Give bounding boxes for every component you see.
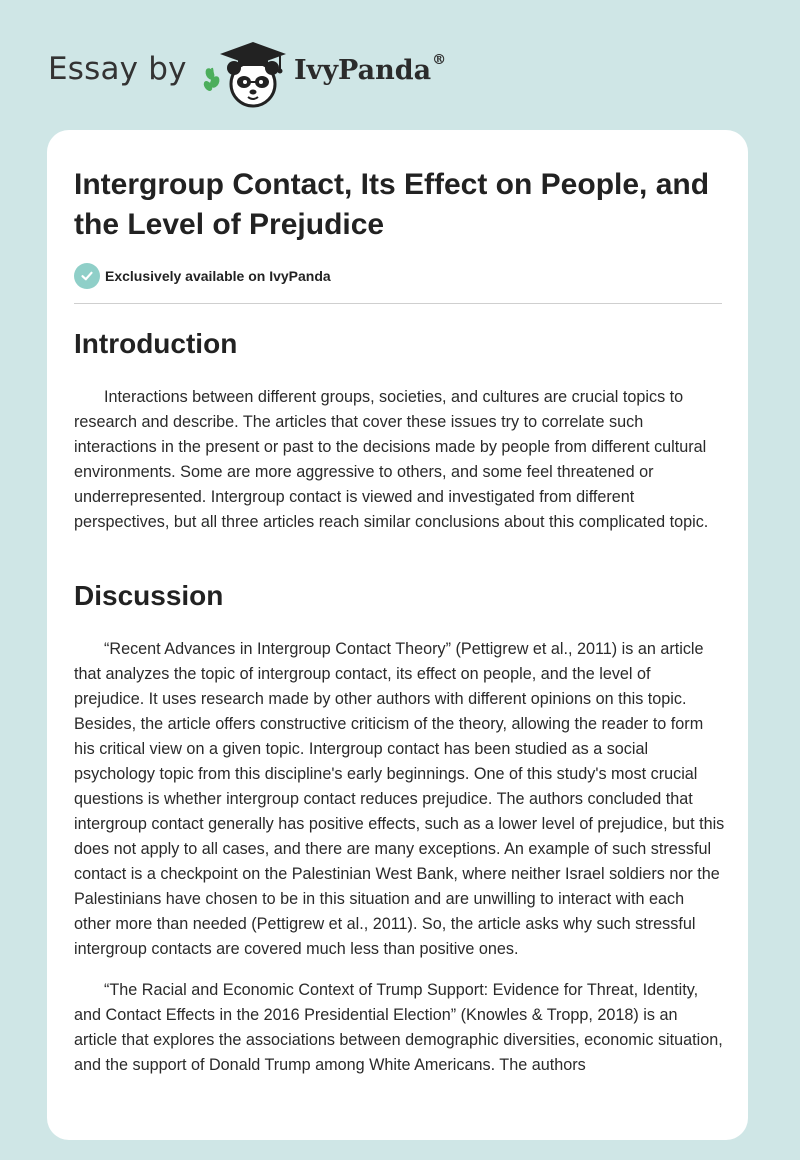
- divider: [74, 303, 722, 304]
- article-title: Intergroup Contact, Its Effect on People, and the Level of Prejudice: [74, 168, 710, 241]
- site-header: [0, 0, 800, 125]
- section-heading-discussion: Discussion: [74, 580, 224, 611]
- brand-label: IvyPanda: [294, 55, 432, 86]
- check-circle-icon: [74, 263, 100, 289]
- paragraph: “Recent Advances in Intergroup Contact Theory” (Pettigrew et al., 2011) is an article that analyzes the topic of intergroup contact, its effect on people, and the level of prejudice. It uses research made by other authors with different opinions on this topic. Besides, the article offers constructive criticism of the theory, allowing the reader to form his critical view on a given topic. Intergroup contact has been studied as a social psychology topic from this discipline's early beginnings. One of this study's most crucial questions is whether intergroup contact reduces prejudice. The authors concluded that intergroup contact generally has positive effects, such as a lower level of prejudice, but this does not apply to all cases, and there are many exceptions. An example of such stressful contact is a checkpoint on the Palestinian West Bank, where neither Israel soldiers nor the Palestinians have chosen to be in this situation and are unwilling to interact with each other more than needed (Pettigrew et al., 2011). So, the article asks why such stressful intergroup contacts are covered much less than positive ones.: [74, 640, 725, 958]
- trademark-symbol: ®: [432, 52, 447, 68]
- essay-by-label: Essay by: [48, 51, 187, 87]
- exclusive-badge: [74, 263, 331, 289]
- brand-name[interactable]: [294, 52, 447, 86]
- paragraph: “The Racial and Economic Context of Trump Support: Evidence for Threat, Identity, and Contact Effects in the 2016 Presidential Election” (Knowles & Tropp, 2018) is an article that explores the associations between demographic diversities, economic situation, and the support of Donald Trump among White Americans. The authors: [74, 981, 723, 1074]
- section-heading-introduction: Introduction: [74, 328, 238, 359]
- panda-graduate-logo-icon[interactable]: [200, 38, 294, 108]
- article-card: [47, 130, 748, 1140]
- paragraph: Interactions between different groups, societies, and cultures are crucial topics to research and describe. The articles that cover these issues try to correlate such interactions in the present or past to the decisions made by people from different cultural environments. Some are more aggressive to others, and some feel threatened or underrepresented. Intergroup contact is viewed and investigated from different perspectives, but all three articles reach similar conclusions about this complicated topic.: [74, 388, 709, 531]
- badge-label: Exclusively available on IvyPanda: [105, 268, 331, 284]
